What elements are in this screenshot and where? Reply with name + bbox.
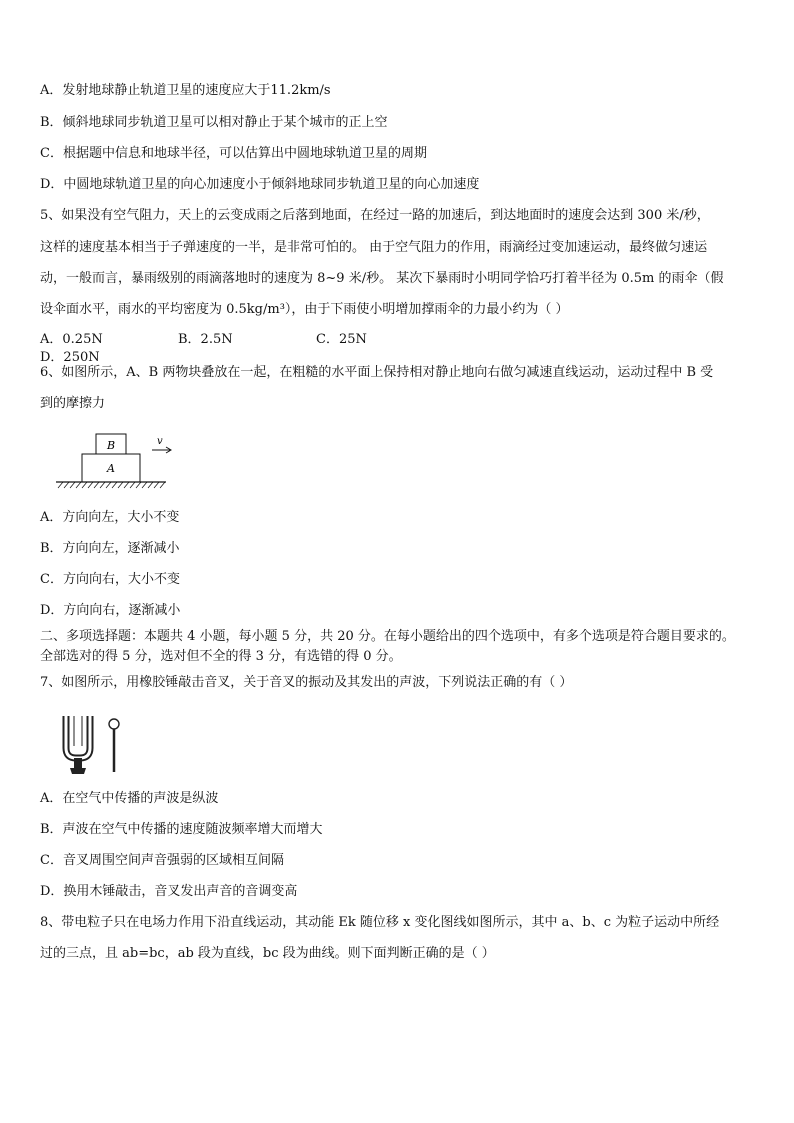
q5-option-d: D．250N: [40, 350, 100, 365]
q5-option-b: B．2.5N: [178, 332, 233, 347]
q5-option-c: C．25N: [316, 332, 367, 347]
q5-line-2: 这样的速度基本相当于子弹速度的一半，是非常可怕的。 由于空气阻力的作用，雨滴经过变加速运动，最终做匀速运: [40, 240, 708, 255]
q8-line-2: 过的三点，且 ab=bc，ab 段为直线，bc 段为曲线。则下面判断正确的是（ ）: [40, 946, 495, 961]
q4-option-b: B．倾斜地球同步轨道卫星可以相对静止于某个城市的正上空: [40, 115, 388, 130]
section-2-heading: 二、多项选择题：本题共 4 小题，每小题 5 分，共 20 分。在每小题给出的四个选项中，有多个选项是符合题目要求的。: [40, 629, 735, 644]
q4-option-d: D．中圆地球轨道卫星的向心加速度小于倾斜地球同步轨道卫星的向心加速度: [40, 177, 480, 192]
section-2-scoring: 全部选对的得 5 分，选对但不全的得 3 分，有选错的得 0 分。: [40, 649, 402, 664]
q6-line-2: 到的摩擦力: [40, 396, 106, 411]
q6-option-d: D．方向向右，逐渐减小: [40, 603, 181, 618]
q4-option-c: C．根据题中信息和地球半径，可以估算出中圆地球轨道卫星的周期: [40, 146, 427, 161]
q5-line-3: 动，一般而言，暴雨级别的雨滴落地时的速度为 8~9 米/秒。 某次下暴雨时小明同学恰巧打着半径为 0.5m 的雨伞（假: [40, 271, 724, 286]
q6-line-1: 6、如图所示，A、B 两物块叠放在一起，在粗糙的水平面上保持相对静止地向右做匀减速直线运动，运动过程中 B 受: [40, 365, 714, 380]
stacked-blocks-figure: [54, 428, 176, 494]
hammer-head: [109, 719, 119, 729]
q5-line-4: 设伞面水平，雨水的平均密度为 0.5kg/m³），由于下雨使小明增加撑雨伞的力最小约为（ ）: [40, 302, 569, 317]
block-a-label: A: [107, 462, 115, 475]
velocity-label: v: [157, 436, 163, 447]
block-b-label: B: [106, 439, 116, 452]
q7-option-c: C．音叉周围空间声音强弱的区域相互间隔: [40, 853, 284, 868]
q6-option-c: C．方向向右，大小不变: [40, 572, 180, 587]
q6-option-a: A．方向向左，大小不变: [40, 510, 180, 525]
q7-option-a: A．在空气中传播的声波是纵波: [40, 791, 219, 806]
q8-line-1: 8、带电粒子只在电场力作用下沿直线运动，其动能 Ek 随位移 x 变化图线如图所示，其中 a、b、c 为粒子运动中所经: [40, 915, 720, 930]
q5-options: [40, 331, 560, 367]
tuning-fork-base: [70, 768, 86, 774]
q5-option-a: A．0.25N: [40, 332, 103, 347]
tuning-fork-figure: [60, 712, 130, 778]
tuning-fork-prongs: [66, 716, 90, 758]
q7-option-d: D．换用木锤敲击，音叉发出声音的音调变高: [40, 884, 298, 899]
q6-option-b: B．方向向左，逐渐减小: [40, 541, 180, 556]
ground-hatch: [58, 482, 165, 488]
q4-option-a: A．发射地球静止轨道卫星的速度应大于11.2km/s: [40, 83, 331, 98]
q7-option-b: B．声波在空气中传播的速度随波频率增大而增大: [40, 822, 323, 837]
q5-line-1: 5、如果没有空气阻力，天上的云变成雨之后落到地面，在经过一路的加速后，到达地面时的速度会达到 300 米/秒，: [40, 208, 710, 223]
tuning-fork-stem: [74, 758, 82, 768]
q7-line-1: 7、如图所示，用橡胶锤敲击音叉，关于音叉的振动及其发出的声波，下列说法正确的有（ ）: [40, 675, 573, 690]
